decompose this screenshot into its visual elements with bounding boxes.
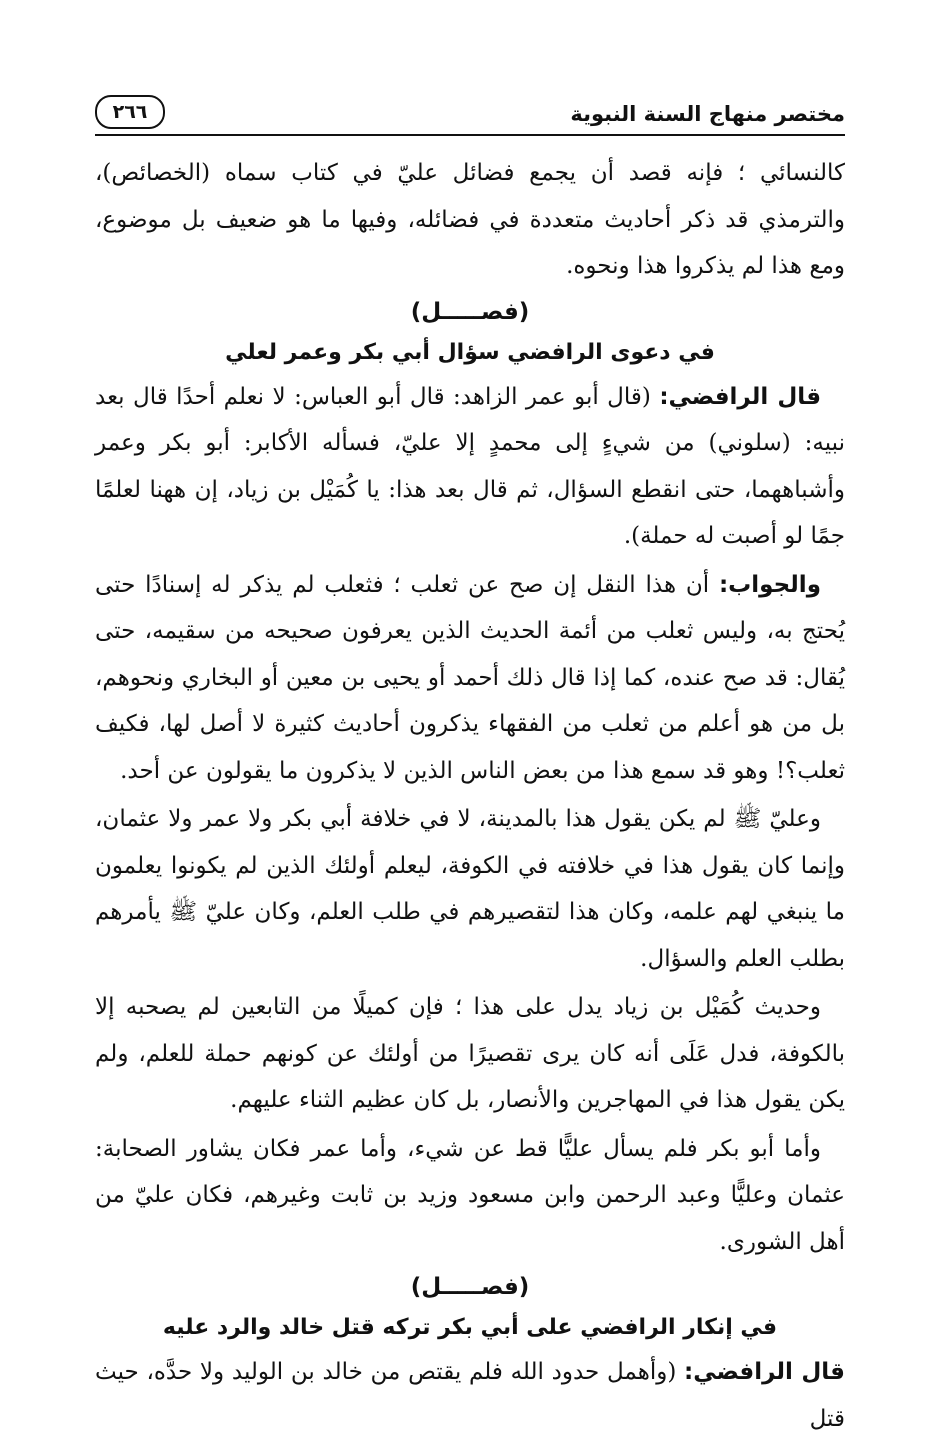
paragraph-2-text: (قال أبو عمر الزاهد: قال أبو العباس: لا نعلم أحدًا قال بعد نبيه: (سلوني) من شيءٍ إلى محمدٍ إلا عليّ، فسأله الأكابر: أبو بكر وعمر وأشباههما، حتى انقطع السؤال، ثم قال بعد هذا: يا كُمَيْل بن زياد، إن ههنا لعلمًا جمًا لو أصبت له حملة). [95, 383, 845, 549]
section-2-title: في إنكار الرافضي على أبي بكر تركه قتل خالد والرد عليه [162, 1315, 778, 1340]
paragraph-6: وأما أبو بكر فلم يسأل عليًّا قط عن شيء، وأما عمر فكان يشاور الصحابة: عثمان وعليًّا وعبد الرحمن وابن مسعود وزيد بن ثابت وغيرهم، فكان عليّ من أهل الشورى. [95, 1135, 845, 1255]
paragraph-3-text: أن هذا النقل إن صح عن ثعلب ؛ فثعلب لم يذكر له إسنادًا حتى يُحتج به، وليس ثعلب من أئمة الحديث الذين يعرفون صحيحه من سقيمه، حتى يُقال: قد صح عنده، كما إذا قال ذلك أحمد أو يحيى بن معين أو البخاري ونحوهم، بل من هو أعلم من ثعلب من الفقهاء يذكرون أحاديث كثيرة لا أصل لها، فكيف ثعلب؟! وهو قد سمع هذا من بعض الناس الذين لا يذكرون ما يقولون عن أحد. [95, 571, 845, 784]
page-number-badge: ٢٦٦ [95, 95, 165, 129]
paragraph-3 [95, 562, 845, 795]
paragraph-4: وعليّ ﷺ لم يكن يقول هذا بالمدينة، لا في خلافة أبي بكر ولا عمر ولا عثمان، وإنما كان يقول هذا في خلافته في الكوفة، ليعلم أولئك الذين لم يكونوا يعلمون ما ينبغي لهم علمه، وكان هذا لتقصيرهم في طلب العلم، وكان عليّ ﷺ يأمرهم بطلب العلم والسؤال. [95, 806, 845, 972]
paragraph-2-lead: قال الرافضي: [659, 383, 822, 410]
paragraph-7-text: (وأهمل حدود الله فلم يقتص من خالد بن الوليد ولا حدَّه، حيث قتل [95, 1359, 845, 1432]
page-body [95, 150, 845, 1444]
paragraph-2 [95, 374, 845, 560]
section-2-label: (فصـــــل) [410, 1274, 530, 1300]
section-1-title: في دعوى الرافضي سؤال أبي بكر وعمر لعلي [225, 339, 715, 365]
page-header [95, 95, 845, 137]
section-1-label: (فصـــــل) [410, 298, 530, 325]
paragraph-3-lead: والجواب: [718, 571, 821, 598]
paragraph-7-lead: قال الرافضي: [684, 1359, 845, 1385]
paragraph-1: كالنسائي ؛ فإنه قصد أن يجمع فضائل عليّ في كتاب سماه (الخصائص)، والترمذي قد ذكر أحاديث متعددة في فضائله، وفيها ما هو ضعيف بل موضوع، ومع هذا لم يذكروا هذا ونحوه. [95, 160, 845, 279]
paragraph-5: وحديث كُمَيْل بن زياد يدل على هذا ؛ فإن كميلًا من التابعين لم يصحبه إلا بالكوفة، فدل عَلَى أنه كان يرى تقصيرًا من أولئك عن كونهم حملة للعلم، ولم يكن يقول هذا في المهاجرين والأنصار، بل كان عظيم الثناء عليهم. [95, 994, 845, 1113]
paragraph-7 [95, 1349, 845, 1442]
header-divider [95, 134, 845, 136]
book-title: مختصر منهاج السنة النبوية [570, 102, 845, 126]
